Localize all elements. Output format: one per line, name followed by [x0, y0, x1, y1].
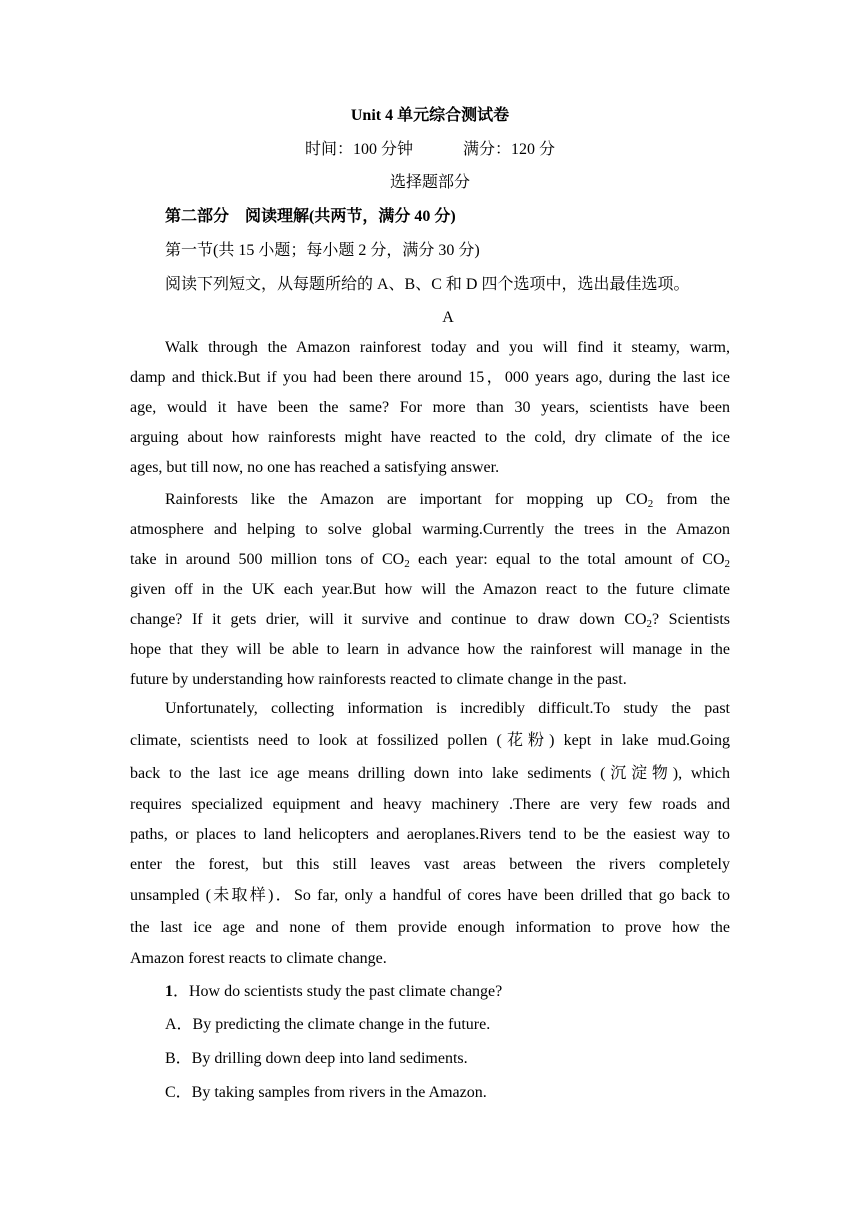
question-number: 1 — [165, 983, 173, 1000]
paragraph-line: climate, scientists need to look at fossilized pollen (花粉) kept in lake mud.Going — [130, 732, 730, 749]
paragraph-line: Walk through the Amazon rainforest today and you will find it steamy, warm, — [165, 339, 730, 356]
paragraph-line: enter the forest, but this still leaves vast areas between the rivers completely — [130, 856, 730, 873]
time-limit: 时间：100 分钟 — [304, 141, 413, 158]
paragraph-line: unsampled (未取样)．So far, only a handful of cores have been drilled that go back to — [130, 887, 730, 904]
text-segment: from the — [666, 491, 731, 508]
paragraph-line — [130, 485, 730, 515]
question-1 — [165, 980, 502, 1004]
paragraph-line: Unfortunately, collecting information is incredibly difficult.To study the past — [165, 700, 730, 717]
paragraph-1 — [130, 333, 730, 483]
subscript: 2 — [724, 558, 730, 570]
question-stem: ．How do scientists study the past climate change? — [173, 983, 503, 1000]
subscript: 2 — [404, 558, 410, 570]
subscript: 2 — [647, 498, 654, 510]
passage-letter: A — [442, 309, 454, 326]
page-title: Unit 4 单元综合测试卷 — [350, 107, 510, 124]
paragraph-line: back to the last ice age means drilling down into lake sediments (沉淀物), which — [130, 765, 730, 782]
paragraph-3 — [130, 694, 730, 974]
paragraph-line: hope that they will be able to learn in advance how the rainforest will manage in the — [130, 641, 730, 658]
paragraph-line: requires specialized equipment and heavy machinery .There are very few roads and — [130, 796, 730, 813]
subscript: 2 — [646, 618, 653, 630]
paragraph-2 — [130, 485, 730, 695]
text-segment: change? If it gets drier, will it survive and continue to draw down CO — [130, 611, 647, 628]
text-segment: Rainforests like the Amazon are important for mopping up CO — [165, 491, 648, 508]
instruction-text: 阅读下列短文，从每题所给的 A、B、C 和 D 四个选项中，选出最佳选项。 — [165, 276, 690, 293]
text-segment: ? Scientists — [652, 611, 731, 628]
full-score: 满分：120 分 — [463, 141, 556, 158]
subsection-heading: 第一节(共 15 小题；每小题 2 分，满分 30 分) — [165, 242, 480, 259]
paragraph-line: atmosphere and helping to solve global warming.Currently the trees in the Amazon — [130, 521, 730, 538]
paragraph-line: damp and thick.But if you had been there around 15，000 years ago, during the last ice — [130, 369, 730, 386]
option-b: B．By drilling down deep into land sediments. — [165, 1050, 468, 1067]
time-score-line — [0, 138, 860, 162]
paragraph-line: paths, or places to land helicopters and aeroplanes.Rivers tend to be the easiest way to — [130, 826, 730, 843]
option-a: A．By predicting the climate change in the future. — [165, 1016, 491, 1033]
paragraph-line: age, would it have been the same? For more than 30 years, scientists have been — [130, 399, 730, 416]
part-heading: 第二部分 阅读理解(共两节，满分 40 分) — [165, 208, 456, 225]
paragraph-line: the last ice age and none of them provide enough information to prove how the — [130, 919, 730, 936]
option-c: C．By taking samples from rivers in the Amazon. — [165, 1084, 487, 1101]
paragraph-line: Amazon forest reacts to climate change. — [130, 950, 387, 967]
section-title: 选择题部分 — [389, 174, 470, 191]
paragraph-line: arguing about how rainforests might have reacted to the cold, dry climate of the ice — [130, 429, 730, 446]
paragraph-line — [130, 545, 730, 575]
paragraph-line: ages, but till now, no one has reached a satisfying answer. — [130, 459, 500, 476]
paragraph-line — [130, 605, 730, 635]
text-segment: each year: equal to the total amount of CO — [409, 551, 725, 568]
text-segment: take in around 500 million tons of CO — [130, 551, 405, 568]
paragraph-line: given off in the UK each year.But how will the Amazon react to the future climate — [130, 581, 730, 598]
paragraph-line: future by understanding how rainforests reacted to climate change in the past. — [130, 671, 627, 688]
